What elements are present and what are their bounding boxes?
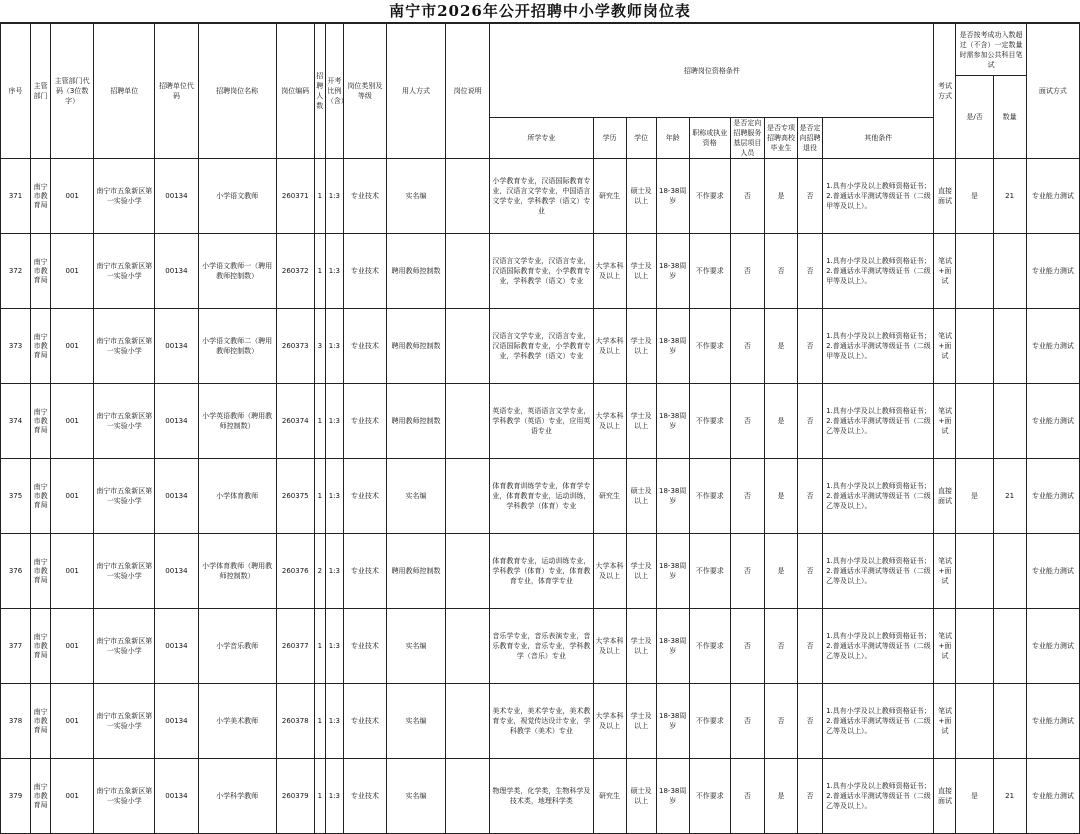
header-ratio: 开考比例（含）: [325, 24, 343, 159]
row-public-yn: [956, 534, 993, 609]
row-unit: 南宁市五象新区第一实验小学: [94, 609, 155, 684]
row-post-note: [446, 534, 490, 609]
row-targeted: 否: [798, 759, 823, 834]
row-grassroots: 否: [730, 309, 764, 384]
row-seq: 377: [1, 609, 31, 684]
row-exam-mode: 笔试+面试: [934, 234, 956, 309]
row-seq: 373: [1, 309, 31, 384]
row-interview: 专业能力测试: [1026, 459, 1079, 534]
row-dept-code: 001: [51, 534, 94, 609]
row-public-qty: [993, 384, 1026, 459]
row-degree: 学士及以上: [626, 534, 656, 609]
header-category: 岗位类别及等级: [343, 24, 386, 159]
row-education: 研究生: [593, 159, 626, 234]
row-public-qty: [993, 309, 1026, 384]
row-post-note: [446, 759, 490, 834]
header-exam-mode: 考试方式: [934, 24, 956, 159]
row-degree: 硕士及以上: [626, 759, 656, 834]
row-hire-mode: 实名编: [386, 759, 445, 834]
row-education: 大学本科及以上: [593, 309, 626, 384]
row-post-name: 小学音乐教师: [198, 609, 276, 684]
row-other: 1.具有小学及以上教师资格证书； 2.普通话水平测试等级证书（二级乙等及以上）。: [823, 384, 934, 459]
row-degree: 硕士及以上: [626, 459, 656, 534]
row-unit: 南宁市五象新区第一实验小学: [94, 384, 155, 459]
header-unit-code: 招聘单位代码: [155, 24, 198, 159]
row-title-req: 不作要求: [689, 234, 730, 309]
row-targeted: 否: [798, 234, 823, 309]
row-interview: 专业能力测试: [1026, 384, 1079, 459]
row-dept-code: 001: [51, 309, 94, 384]
row-title-req: 不作要求: [689, 684, 730, 759]
row-degree: 学士及以上: [626, 384, 656, 459]
row-public-qty: [993, 234, 1026, 309]
row-exam-mode: 直接面试: [934, 459, 956, 534]
row-grassroots: 否: [730, 609, 764, 684]
row-post-code: 260377: [276, 609, 314, 684]
row-unit-code: 00134: [155, 234, 198, 309]
row-other: 1.具有小学及以上教师资格证书； 2.普通话水平测试等级证书（二级甲等及以上）。: [823, 234, 934, 309]
row-post-code: 260373: [276, 309, 314, 384]
row-count: 3: [314, 309, 325, 384]
row-ratio: 1:3: [325, 159, 343, 234]
row-unit-code: 00134: [155, 534, 198, 609]
row-interview: 专业能力测试: [1026, 534, 1079, 609]
row-unit-code: 00134: [155, 609, 198, 684]
row-age: 18-38周岁: [656, 609, 689, 684]
row-unit-code: 00134: [155, 759, 198, 834]
row-dept: 南宁市教育局: [31, 534, 51, 609]
row-age: 18-38周岁: [656, 684, 689, 759]
row-dept: 南宁市教育局: [31, 684, 51, 759]
table-row: [1, 609, 1080, 684]
row-post-name: 小学体育教师（聘用教师控制数）: [198, 534, 276, 609]
row-post-code: 260374: [276, 384, 314, 459]
row-unit-code: 00134: [155, 684, 198, 759]
header-targeted: 是否定向招聘退役: [798, 118, 823, 159]
row-category: 专业技术: [343, 459, 386, 534]
row-age: 18-38周岁: [656, 459, 689, 534]
row-major: 小学教育专业，汉语国际教育专业，汉语言文学专业，中国语言文学专业，学科教学（语文）专业: [490, 159, 593, 234]
header-title-req: 职称或执业资格: [689, 118, 730, 159]
row-seq: 374: [1, 384, 31, 459]
row-other: 1.具有小学及以上教师资格证书； 2.普通话水平测试等级证书（二级乙等及以上）。: [823, 684, 934, 759]
row-post-note: [446, 684, 490, 759]
row-other: 1.具有小学及以上教师资格证书； 2.普通话水平测试等级证书（二级甲等及以上）。: [823, 159, 934, 234]
row-major: 物理学类，化学类，生物科学及技术类，地理科学类: [490, 759, 593, 834]
row-hire-mode: 聘用教师控制数: [386, 384, 445, 459]
row-dept: 南宁市教育局: [31, 759, 51, 834]
row-other: 1.具有小学及以上教师资格证书； 2.普通话水平测试等级证书（二级乙等及以上）。: [823, 459, 934, 534]
row-category: 专业技术: [343, 384, 386, 459]
row-seq: 372: [1, 234, 31, 309]
row-title-req: 不作要求: [689, 159, 730, 234]
row-hire-mode: 实名编: [386, 609, 445, 684]
row-targeted: 否: [798, 684, 823, 759]
header-degree: 学位: [626, 118, 656, 159]
row-post-note: [446, 159, 490, 234]
row-education: 大学本科及以上: [593, 609, 626, 684]
row-post-name: 小学语文教师二（聘用教师控制数）: [198, 309, 276, 384]
row-interview: 专业能力测试: [1026, 759, 1079, 834]
row-public-yn: 是: [956, 759, 993, 834]
row-count: 1: [314, 459, 325, 534]
header-count: 招聘人数: [314, 24, 325, 159]
row-post-note: [446, 459, 490, 534]
row-age: 18-38周岁: [656, 309, 689, 384]
row-major: 体育教育专业，运动训练专业，学科教学（体育）专业，体育教育专业，体育学专业: [490, 534, 593, 609]
row-dept: 南宁市教育局: [31, 459, 51, 534]
table-row: [1, 384, 1080, 459]
row-age: 18-38周岁: [656, 759, 689, 834]
row-public-qty: [993, 684, 1026, 759]
row-grassroots: 否: [730, 384, 764, 459]
row-exam-mode: 笔试+面试: [934, 534, 956, 609]
row-major: 汉语言文学专业，汉语言专业，汉语国际教育专业，小学教育专业，学科教学（语文）专业: [490, 234, 593, 309]
row-unit: 南宁市五象新区第一实验小学: [94, 234, 155, 309]
row-major: 美术专业，美术学专业，美术教育专业，视觉传达设计专业，学科教学（美术）专业: [490, 684, 593, 759]
row-category: 专业技术: [343, 684, 386, 759]
row-hire-mode: 聘用教师控制数: [386, 309, 445, 384]
row-dept-code: 001: [51, 234, 94, 309]
header-grassroots: 是否定向招聘服务基层项目人员: [730, 118, 764, 159]
row-education: 大学本科及以上: [593, 384, 626, 459]
row-grad: 否: [764, 234, 797, 309]
row-hire-mode: 实名编: [386, 684, 445, 759]
table-row: [1, 459, 1080, 534]
row-post-name: 小学语文教师一（聘用教师控制数）: [198, 234, 276, 309]
row-age: 18-38周岁: [656, 534, 689, 609]
row-title-req: 不作要求: [689, 759, 730, 834]
row-other: 1.具有小学及以上教师资格证书； 2.普通话水平测试等级证书（二级乙等及以上）。: [823, 759, 934, 834]
header-major: 所学专业: [490, 118, 593, 159]
row-public-yn: 是: [956, 159, 993, 234]
row-post-code: 260372: [276, 234, 314, 309]
row-ratio: 1:3: [325, 309, 343, 384]
row-post-code: 260371: [276, 159, 314, 234]
row-grassroots: 否: [730, 759, 764, 834]
row-exam-mode: 直接面试: [934, 159, 956, 234]
row-age: 18-38周岁: [656, 384, 689, 459]
row-hire-mode: 实名编: [386, 459, 445, 534]
row-interview: 专业能力测试: [1026, 309, 1079, 384]
row-post-note: [446, 234, 490, 309]
row-category: 专业技术: [343, 609, 386, 684]
row-post-code: 260376: [276, 534, 314, 609]
row-title-req: 不作要求: [689, 309, 730, 384]
row-public-yn: [956, 684, 993, 759]
row-seq: 379: [1, 759, 31, 834]
header-unit: 招聘单位: [94, 24, 155, 159]
row-count: 1: [314, 684, 325, 759]
row-dept-code: 001: [51, 459, 94, 534]
row-education: 研究生: [593, 459, 626, 534]
table-row: [1, 309, 1080, 384]
row-post-name: 小学英语教师（聘用教师控制数）: [198, 384, 276, 459]
row-count: 1: [314, 159, 325, 234]
row-count: 1: [314, 234, 325, 309]
row-dept-code: 001: [51, 159, 94, 234]
row-public-yn: [956, 309, 993, 384]
header-quantity: 数量: [993, 76, 1026, 159]
header-seq: 序号: [1, 24, 31, 159]
row-unit: 南宁市五象新区第一实验小学: [94, 534, 155, 609]
header-other: 其他条件: [823, 118, 934, 159]
row-unit-code: 00134: [155, 159, 198, 234]
row-targeted: 否: [798, 534, 823, 609]
header-interview: 面试方式: [1026, 24, 1079, 159]
row-count: 1: [314, 384, 325, 459]
row-dept: 南宁市教育局: [31, 309, 51, 384]
row-dept: 南宁市教育局: [31, 384, 51, 459]
row-ratio: 1:3: [325, 384, 343, 459]
row-title-req: 不作要求: [689, 384, 730, 459]
row-hire-mode: 聘用教师控制数: [386, 234, 445, 309]
row-post-code: 260375: [276, 459, 314, 534]
row-major: 体育教育训练学专业，体育学专业，体育教育专业，运动训练，学科教学（体育）专业: [490, 459, 593, 534]
row-degree: 学士及以上: [626, 609, 656, 684]
row-unit: 南宁市五象新区第一实验小学: [94, 759, 155, 834]
row-unit: 南宁市五象新区第一实验小学: [94, 459, 155, 534]
row-major: 汉语言文学专业，汉语言专业，汉语国际教育专业，小学教育专业，学科教学（语文）专业: [490, 309, 593, 384]
header-grad: 是否专项招聘高校毕业生: [764, 118, 797, 159]
row-grad: 是: [764, 534, 797, 609]
header-post-code: 岗位编码: [276, 24, 314, 159]
header-yesno: 是/否: [956, 76, 993, 159]
row-title-req: 不作要求: [689, 459, 730, 534]
row-targeted: 否: [798, 609, 823, 684]
row-public-yn: 是: [956, 459, 993, 534]
row-education: 大学本科及以上: [593, 534, 626, 609]
row-post-name: 小学语文教师: [198, 159, 276, 234]
table-row: [1, 534, 1080, 609]
job-table: [0, 23, 1080, 834]
row-unit: 南宁市五象新区第一实验小学: [94, 159, 155, 234]
row-dept: 南宁市教育局: [31, 609, 51, 684]
row-targeted: 否: [798, 384, 823, 459]
table-row: [1, 234, 1080, 309]
row-ratio: 1:3: [325, 234, 343, 309]
row-public-qty: [993, 609, 1026, 684]
row-seq: 378: [1, 684, 31, 759]
row-interview: 专业能力测试: [1026, 234, 1079, 309]
header-qualifications: 招聘岗位资格条件: [490, 24, 934, 118]
row-post-name: 小学体育教师: [198, 459, 276, 534]
header-public-exam: 是否按考成功入数超过（不含）一定数量时需参加公共科目笔试: [956, 24, 1026, 76]
row-grad: 是: [764, 384, 797, 459]
row-grassroots: 否: [730, 534, 764, 609]
header-dept: 主管部门: [31, 24, 51, 159]
row-hire-mode: 聘用教师控制数: [386, 534, 445, 609]
row-major: 音乐学专业，音乐表演专业，音乐教育专业，音乐专业，学科教学（音乐）专业: [490, 609, 593, 684]
header-age: 年龄: [656, 118, 689, 159]
row-count: 2: [314, 534, 325, 609]
row-public-yn: [956, 609, 993, 684]
header-education: 学历: [593, 118, 626, 159]
row-education: 大学本科及以上: [593, 234, 626, 309]
page-title: 南宁市2026年公开招聘中小学教师岗位表: [0, 0, 1080, 23]
row-hire-mode: 实名编: [386, 159, 445, 234]
header-post-name: 招聘岗位名称: [198, 24, 276, 159]
row-public-qty: 21: [993, 159, 1026, 234]
row-interview: 专业能力测试: [1026, 684, 1079, 759]
row-post-note: [446, 609, 490, 684]
row-category: 专业技术: [343, 534, 386, 609]
row-education: 研究生: [593, 759, 626, 834]
row-unit-code: 00134: [155, 384, 198, 459]
row-grassroots: 否: [730, 684, 764, 759]
table-row: [1, 684, 1080, 759]
row-seq: 376: [1, 534, 31, 609]
row-dept: 南宁市教育局: [31, 234, 51, 309]
row-public-yn: [956, 234, 993, 309]
row-degree: 学士及以上: [626, 234, 656, 309]
header-hire-mode: 用人方式: [386, 24, 445, 159]
row-degree: 学士及以上: [626, 684, 656, 759]
row-other: 1.具有小学及以上教师资格证书； 2.普通话水平测试等级证书（二级乙等及以上）。: [823, 609, 934, 684]
row-seq: 375: [1, 459, 31, 534]
row-ratio: 1:3: [325, 609, 343, 684]
row-category: 专业技术: [343, 309, 386, 384]
row-grad: 否: [764, 684, 797, 759]
row-targeted: 否: [798, 159, 823, 234]
row-age: 18-38周岁: [656, 159, 689, 234]
row-other: 1.具有小学及以上教师资格证书； 2.普通话水平测试等级证书（二级甲等及以上）。: [823, 309, 934, 384]
row-title-req: 不作要求: [689, 609, 730, 684]
row-category: 专业技术: [343, 759, 386, 834]
row-public-qty: 21: [993, 759, 1026, 834]
row-ratio: 1:3: [325, 759, 343, 834]
row-age: 18-38周岁: [656, 234, 689, 309]
row-major: 英语专业，英语语言文学专业，学科教学（英语）专业，应用英语专业: [490, 384, 593, 459]
row-grad: 是: [764, 759, 797, 834]
row-public-qty: 21: [993, 459, 1026, 534]
row-exam-mode: 笔试+面试: [934, 384, 956, 459]
row-post-name: 小学科学教师: [198, 759, 276, 834]
row-title-req: 不作要求: [689, 534, 730, 609]
row-ratio: 1:3: [325, 684, 343, 759]
row-public-qty: [993, 534, 1026, 609]
row-exam-mode: 直接面试: [934, 759, 956, 834]
row-ratio: 1:3: [325, 534, 343, 609]
row-interview: 专业能力测试: [1026, 609, 1079, 684]
row-dept-code: 001: [51, 759, 94, 834]
row-dept: 南宁市教育局: [31, 159, 51, 234]
row-unit: 南宁市五象新区第一实验小学: [94, 684, 155, 759]
row-targeted: 否: [798, 309, 823, 384]
row-interview: 专业能力测试: [1026, 159, 1079, 234]
row-category: 专业技术: [343, 159, 386, 234]
row-dept-code: 001: [51, 609, 94, 684]
table-row: [1, 759, 1080, 834]
row-grassroots: 否: [730, 234, 764, 309]
row-post-code: 260379: [276, 759, 314, 834]
row-unit-code: 00134: [155, 459, 198, 534]
row-post-name: 小学美术教师: [198, 684, 276, 759]
row-exam-mode: 笔试+面试: [934, 309, 956, 384]
row-post-note: [446, 309, 490, 384]
row-ratio: 1:3: [325, 459, 343, 534]
row-grassroots: 否: [730, 159, 764, 234]
table-row: [1, 159, 1080, 234]
row-category: 专业技术: [343, 234, 386, 309]
row-other: 1.具有小学及以上教师资格证书； 2.普通话水平测试等级证书（二级乙等及以上）。: [823, 534, 934, 609]
row-count: 1: [314, 759, 325, 834]
row-education: 大学本科及以上: [593, 684, 626, 759]
row-post-code: 260378: [276, 684, 314, 759]
row-exam-mode: 笔试+面试: [934, 684, 956, 759]
row-grad: 否: [764, 609, 797, 684]
row-grad: 是: [764, 309, 797, 384]
row-seq: 371: [1, 159, 31, 234]
row-unit: 南宁市五象新区第一实验小学: [94, 309, 155, 384]
row-degree: 硕士及以上: [626, 159, 656, 234]
header-dept-code: 主管部门代码（3位数字）: [51, 24, 94, 159]
row-count: 1: [314, 609, 325, 684]
row-exam-mode: 笔试+面试: [934, 609, 956, 684]
row-post-note: [446, 384, 490, 459]
row-targeted: 否: [798, 459, 823, 534]
row-dept-code: 001: [51, 384, 94, 459]
row-public-yn: [956, 384, 993, 459]
row-unit-code: 00134: [155, 309, 198, 384]
row-grad: 是: [764, 459, 797, 534]
row-grassroots: 否: [730, 459, 764, 534]
header-post-note: 岗位说明: [446, 24, 490, 159]
row-degree: 学士及以上: [626, 309, 656, 384]
row-dept-code: 001: [51, 684, 94, 759]
row-grad: 是: [764, 159, 797, 234]
